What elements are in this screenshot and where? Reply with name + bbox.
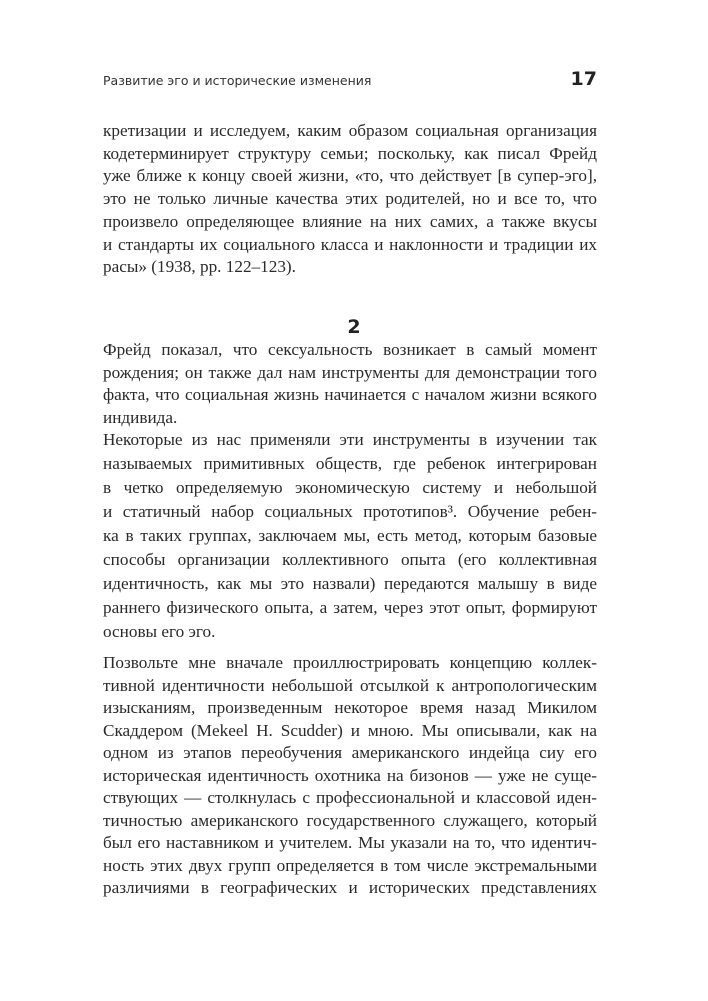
text-line: и стандарты их социального класса и наклонности и традиции их	[103, 234, 597, 254]
text-line: называемых примитивных обществ, где ребенок интегрирован	[103, 454, 597, 473]
paragraph-3	[103, 428, 597, 644]
text-line: идентичность, как мы это назвали) передаются малышу в виде	[103, 574, 597, 593]
text-line: различиями в географических и исторических представлениях	[103, 878, 597, 897]
text-line: ность этих двух групп определяется в том числе экстремальными	[103, 855, 597, 875]
text-line: ствующих — столкнулась с профессиональной и классовой иден-	[103, 788, 597, 807]
paragraph-4	[103, 652, 597, 900]
running-header-title: Развитие эго и исторические изменения	[103, 73, 372, 88]
text-line: в четко определяемую экономическую систему и небольшой	[103, 478, 597, 497]
text-line: тичностью американского государственного служащего, который	[103, 810, 597, 830]
text-line: историческая идентичность охотника на бизонов — уже не суще-	[103, 765, 597, 785]
text-line: изысканиям, произведенным некоторое время назад Микилом	[103, 698, 597, 717]
text-line: индивида.	[103, 408, 178, 428]
text-line: расы» (1938, pp. 122–123).	[103, 257, 296, 277]
page-number: 17	[570, 68, 597, 90]
paragraph-1	[103, 120, 597, 279]
text-line: факта, что социальная жизнь начинается с началом жизни всякого	[103, 385, 597, 405]
text-line: способы организации коллективного опыта (его коллективная	[103, 550, 597, 569]
text-line: это не только личные качества этих родителей, но и все то, что	[103, 189, 597, 209]
text-line: произвело определяющее влияние на них самих, а также вкусы	[103, 211, 597, 231]
text-line: был его наставником и учителем. Мы указали на то, что идентич-	[103, 833, 597, 852]
text-line: рождения; он также дал нам инструменты для демонстрации того	[103, 362, 597, 382]
text-line: и статичный набор социальных прототипов³. Обучение ребен-	[103, 502, 597, 521]
section-number-heading: 2	[347, 316, 361, 338]
text-line: Фрейд показал, что сексуальность возникает в самый момент	[103, 340, 597, 359]
text-line: одном из этапов переобучения американского индейца сиу его	[103, 743, 597, 762]
text-line: Скаддером (Mekeel H. Scudder) и мною. Мы описывали, как на	[103, 720, 597, 740]
text-line: раннего физического опыта, а затем, через этот опыт, формируют	[103, 598, 597, 617]
paragraph-2	[103, 339, 597, 430]
text-line: Некоторые из нас применяли эти инструменты в изучении так	[103, 430, 597, 449]
text-line: уже ближе к концу своей жизни, «то, что действует [в супер-эго],	[103, 166, 597, 186]
text-line: ка в таких группах, заключаем мы, есть метод, которым базовые	[103, 526, 597, 545]
text-line: основы его эго.	[103, 622, 216, 641]
text-line: кодетерминирует структуру семьи; поскольку, как писал Фрейд	[103, 143, 597, 163]
text-line: кретизации и исследуем, каким образом социальная организация	[103, 121, 597, 140]
text-line: тивной идентичности небольшой отсылкой к антропологическим	[103, 675, 597, 695]
text-line: Позвольте мне вначале проиллюстрировать концепцию коллек-	[103, 653, 597, 672]
